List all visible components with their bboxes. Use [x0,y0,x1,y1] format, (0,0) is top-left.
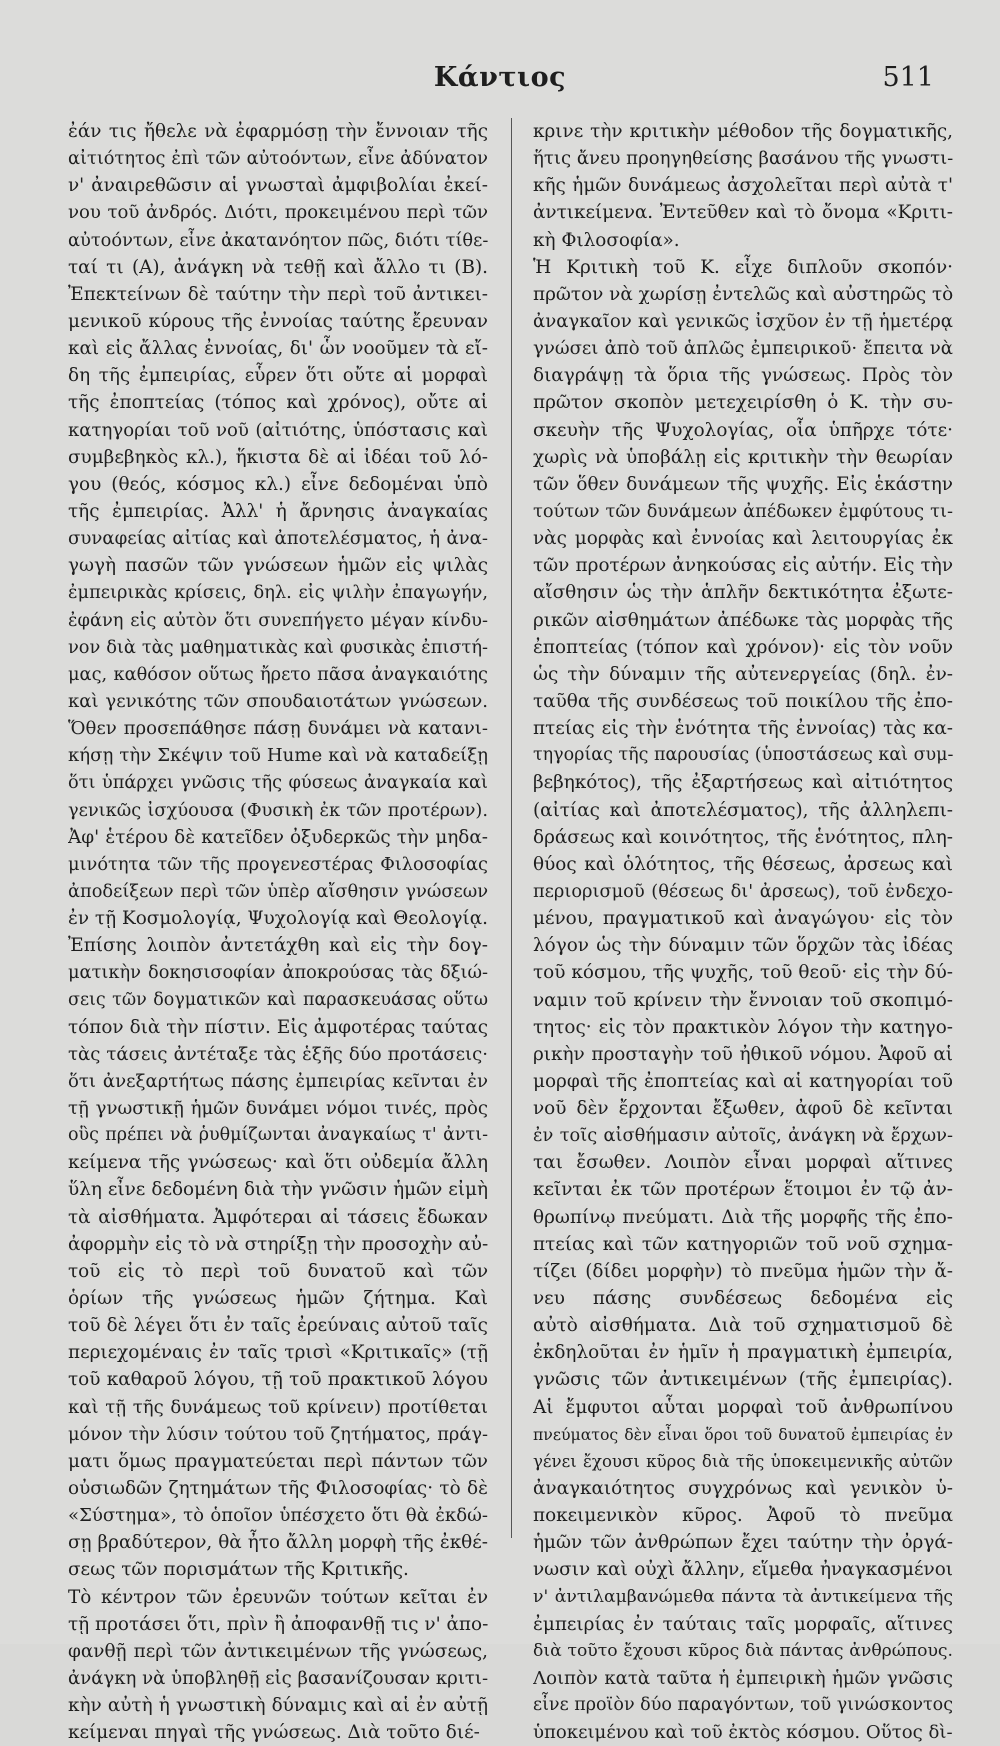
text-line: συμβεβηκὸς κλ.), ἥκιστα δὲ αἱ ἰδέαι τοῦ λό- [68,446,488,468]
text-line: ἐμπειρικὰς κρίσεις, δηλ. εἰς ψιλὴν ἐπαγωγήν, [68,582,488,604]
text-line: ἀποδείξεων περὶ τῶν ὑπὲρ αἴσθησιν γνώσεων [68,880,488,902]
text-line: λόγον ὡς τὴν δύναμιν τῶν ὅρχῶν τὰς ἰδέας [533,935,953,957]
text-line: καὶ γενικότης τῶν σπουδαιοτάτων γνώσεων. [68,690,488,712]
text-line: Ὅθεν προσεπάθησε πάσῃ δυνάμει νὰ κατανι- [68,718,488,740]
text-line: ρικὴν προσταγὴν τοῦ ἠθικοῦ νόμου. Ἀφοῦ αἱ [533,1043,953,1065]
text-line: τῶν προτέρων ἀνηκούσας εἰς αὐτήν. Εἰς τὴν [533,555,953,577]
page-header [0,62,1000,102]
text-line: σεως τῶν πορισμάτων τῆς Κριτικῆς. [68,1559,409,1581]
text-line: ἐποπτείας (τόπον καὶ χρόνον)· εἰς τὸν νοῦν [533,636,953,658]
text-line: πρῶτον σκοπὸν μετεχειρίσθη ὁ Κ. τὴν συ- [533,392,953,414]
text-line: καὶ εἰς ἄλλας ἐννοίας, δι' ὧν νοοῦμεν τὰ εἴ- [68,338,488,360]
text-line: οὐσιωδῶν ζητημάτων τῆς Φιλοσοφίας· τὸ δὲ [68,1478,488,1500]
text-line: διὰ τοῦτο ἔχουσι κῦρος διὰ πάντας ἀνθρώπους. [533,1640,953,1661]
text-line: ρικῶν αἰσθημάτων ἀπέδωκε τὰς μορφὰς τῆς [533,609,953,631]
text-line: ὡς τὴν δύναμιν τῆς αὐτενεργείας (δηλ. ἐν- [533,663,953,685]
text-line: Τὸ κέντρον τῶν ἐρευνῶν τούτων κεῖται ἐν [68,1586,488,1608]
text-line: ἀνάγκη νὰ ὑποβληθῇ εἰς βασανίζουσαν κριτι- [68,1668,488,1690]
text-line: κεῖνται ἐκ τῶν προτέρων ἕτοιμοι ἐν τῷ ἀν- [533,1179,953,1201]
text-line: ται ἔσωθεν. Λοιπὸν εἶναι μορφαὶ αἵτινες [533,1152,953,1174]
text-line: τῆς ἐμπειρίας. Ἀλλ' ἡ ἄρνησις ἀναγκαίας [68,500,488,522]
right-text-column [533,118,953,1746]
text-line: κήσῃ τὴν Σκέψιν τοῦ Hume καὶ νὰ καταδείξῃ [68,745,488,767]
text-line: τοῦ δὲ λέγει ὅτι ἐν ταῖς ἐρεύναις αὐτοῦ ταῖς [68,1315,488,1337]
text-line: ἐμπειρίας ἐν ταύταις ταῖς μορφαῖς, αἵτινες [533,1613,953,1635]
text-line: κείμενα τῆς γνώσεως· καὶ ὅτι οὐδεμία ἄλλη [68,1152,488,1174]
text-line: ματι ὅμως πραγματεύεται περὶ πάντων τῶν [68,1450,488,1472]
text-line: τὰς τάσεις ἀντέταξε τὰς ἑξῆς δύο προτάσεις· [68,1043,488,1065]
text-line: «Σύστημα», τὸ ὁποῖον ὑπέσχετο ὅτι θὰ ἐκδώ- [68,1505,488,1527]
text-line: αὐτοόντων, εἶνε ἀκατανόητον πῶς, διότι τίθε- [68,229,488,251]
text-line: αἰτιότητος ἐπὶ τῶν αὐτοόντων, εἶνε ἀδύνατον [68,148,488,170]
text-line: γενικῶς ἰσχύουσα (Φυσικὴ ἐκ τῶν προτέρων). [68,799,488,821]
text-line: Ἐπεκτείνων δὲ ταύτην τὴν περὶ τοῦ ἀντικει- [68,283,488,305]
text-line: πρῶτον νὰ χωρίσῃ ἐντελῶς καὶ αὐστηρῶς τὸ [533,283,953,305]
text-line: τῇ γνωστικῇ ἡμῶν δυνάμει νόμοι τινές, πρὸς [68,1098,488,1120]
text-line: δράσεως καὶ κοινότητος, τῆς ἑνότητος, πλη- [533,826,953,848]
text-line: πτείας εἰς τὴν ἑνότητα τῆς ἐννοίας) τὰς κα- [533,718,953,740]
text-line: Αἱ ἔμφυτοι αὗται μορφαὶ τοῦ ἀνθρωπίνου [533,1396,953,1418]
text-line: ὑποκειμένου καὶ τοῦ ἐκτὸς κόσμου. Οὕτος δὶ- [533,1722,953,1744]
text-line: ὕλη εἶνε δεδομένη διὰ τὴν γνῶσιν ἡμῶν εἰμὴ [68,1179,488,1201]
text-line: δη τῆς ἐμπειρίας, εὗρεν ὅτι οὔτε αἱ μορφαὶ [68,365,488,387]
text-line: μενικοῦ κύρους τῆς ἐννοίας ταύτης ἔρευναν [68,310,488,332]
text-line: κρινε τὴν κριτικὴν μέθοδον τῆς δογματικῆς, [533,121,953,142]
text-line: σῃ βραδύτερον, θὰ ἦτο ἄλλη μορφὴ τῆς ἐκθέ- [68,1532,488,1554]
text-line: κὴν αὐτὴ ἡ γνωστικὴ δύναμις καὶ αἱ ἐν αὐτῇ [68,1695,488,1717]
text-line: αἴσθησιν ὡς τὴν ἁπλῆν δεκτικότητα ἐξωτε- [533,582,953,604]
text-line: γωγὴ πασῶν τῶν γνώσεων ἡμῶν εἰς ψιλὰς [68,555,488,577]
text-line: ναμιν τοῦ κρίνειν τὴν ἔννοιαν τοῦ σκοπιμό- [533,989,953,1011]
text-line: ἐφάνη εἰς αὐτὸν ὅτι συνεπήγετο μέγαν κίνδυ- [68,609,488,631]
text-line: ἐκδηλοῦται ἐν ἡμῖν ἡ πραγματικὴ ἐμπειρία, [533,1342,953,1364]
page-number: 511 [882,62,934,93]
text-line: τοῦ κόσμου, τῆς ψυχῆς, τοῦ θεοῦ· εἰς τὴν δύ- [533,962,953,984]
text-line: πτείας καὶ τῶν κατηγοριῶν τοῦ νοῦ σχημα- [533,1233,953,1255]
column-divider [511,118,512,1538]
text-line: πνεύματος δὲν εἶναι ὅροι τοῦ δυνατοῦ ἐμπειρίας ἐν [533,1424,953,1444]
text-line: Ἀφ' ἑτέρου δὲ κατεῖδεν ὀξυδερκῶς τὴν μηδα- [68,826,488,848]
text-line: κατηγορίαι τοῦ νοῦ (αἰτιότης, ὑπόστασις καὶ [68,419,488,441]
text-line: καὶ τῇ τῆς δυνάμεως τοῦ κρίνειν) προτίθεται [68,1396,488,1418]
text-line: Λοιπὸν κατὰ ταῦτα ἡ ἐμπειρικὴ ἡμῶν γνῶσις [533,1668,953,1690]
text-line: γένει ἔχουσι κῦρος διὰ τῆς ὑποκειμενικῆς αὐτῶν [533,1451,953,1471]
text-line: τοῦ εἰς τὸ περὶ τοῦ δυνατοῦ καὶ τῶν [68,1260,488,1282]
text-line: ἀναγκαῖον καὶ γενικῶς ἰσχῦον ἐν τῇ ἡμετέρᾳ [533,310,953,332]
text-line: ταῦθα τῆς συνδέσεως τοῦ ποικίλου τῆς ἐπο- [533,690,953,712]
text-line: τοῦ καθαροῦ λόγου, τῇ τοῦ πρακτικοῦ λόγου [68,1369,488,1391]
text-line: νοῦ δὲν ἔρχονται ἔξωθεν, ἀφοῦ δὲ κεῖνται [533,1098,953,1120]
text-line: φανθῇ περὶ τῶν ἀντικειμένων τῆς γνώσεως, [68,1640,488,1662]
text-line: ἐν τῇ Κοσμολογίᾳ, Ψυχολογίᾳ καὶ Θεολογίᾳ. [68,908,488,930]
text-line: τούτων τῶν δυνάμεων ἀπέδωκεν ἐμφύτους τι- [533,500,953,522]
text-line: νευ πάσης συνδέσεως δεδομένα εἰς [533,1288,953,1310]
text-line: περιεχομέναις ἐν ταῖς τρισὶ «Κριτικαῖς» (τῇ [68,1342,488,1364]
text-line: τῆς ἐποπτείας (τόπος καὶ χρόνος), οὔτε αἱ [68,392,488,414]
text-line: ν' ἀντιλαμβανώμεθα πάντα τὰ ἀντικείμενα τῆς [533,1586,953,1607]
text-line: ὁρίων τῆς γνώσεως ἡμῶν ζήτημα. Καὶ [68,1288,488,1310]
text-line: μένου, πραγματικοῦ καὶ ἀναγώγου· εἰς τὸν [533,908,953,930]
text-line: νὰς μορφὰς καὶ ἐννοίας καὶ λειτουργίας ἐκ [533,528,953,550]
text-line: ματικὴν δοκησισοφίαν ἀποκρούσας τὰς δξιώ- [68,962,488,984]
text-line: (αἰτίας καὶ ἀποτελέσματος), τῆς ἀλληλεπι- [533,799,953,821]
text-line: Ἐπίσης λοιπὸν ἀντετάχθη καὶ εἰς τὴν δογ- [68,935,488,957]
text-line: βεβηκότος), τῆς ἐξαρτήσεως καὶ αἰτιότητος [533,772,953,794]
text-line: συναφείας αἰτίας καὶ ἀποτελέσματος, ἡ ἀνα- [68,528,488,550]
text-line: ἀφορμὴν εἰς τὸ νὰ στηρίξῃ τὴν προσοχὴν αὐ- [68,1233,488,1255]
text-line: ποκειμενικὸν κῦρος. Ἀφοῦ τὸ πνεῦμα [533,1505,953,1527]
text-line: κῆς ἡμῶν δυνάμεως ἀσχολεῖται περὶ αὐτὰ τ' [533,175,953,197]
text-line: γνώσει ἀπὸ τοῦ ἁπλῶς ἐμπειρικοῦ· ἔπειτα νὰ [533,338,953,360]
text-line: τίζει (δίδει μορφὴν) τὸ πνεῦμα ἡμῶν τὴν ἄ- [533,1260,953,1282]
text-line: ἀντικείμενα. Ἐντεῦθεν καὶ τὸ ὄνομα «Κριτι- [533,202,953,224]
text-line: σεις τῶν δογματικῶν καὶ παρασκευάσας οὕτω [68,989,488,1010]
text-line: τηγορίας τῆς παρουσίας (ὑποστάσεως καὶ συμ- [533,745,953,766]
text-line: μινότητα τῶν τῆς προγενεστέρας Φιλοσοφίας [68,853,488,875]
text-line: θύος καὶ ὁλότητος, τῆς θέσεως, ἀρσεως καὶ [533,853,953,875]
text-line: τόπον διὰ τὴν πίστιν. Εἰς ἀμφοτέρας ταύτας [68,1016,488,1038]
text-line: κείμεναι πηγαὶ τῆς γνώσεως. Διὰ τοῦτο διέ- [68,1722,480,1744]
left-text-column [68,118,488,1746]
text-line: νωσιν καὶ οὐχὶ ἄλλην, εἵμεθα ἠναγκασμένοι [533,1559,953,1581]
running-title: Κάντιος [433,62,567,93]
text-line: περιορισμοῦ (θέσεως δι' ἀρσεως), τοῦ ἐνδεχο- [533,880,953,902]
text-line: οὓς πρέπει νὰ ῥυθμίζωνται ἀναγκαίως τ' ἀντι- [68,1125,488,1146]
text-line: μας, καθόσον οὕτως ἤρετο πᾶσα ἀναγκαιότης [68,663,488,685]
text-line: διαγράψῃ τὰ ὅρια τῆς γνώσεως. Πρὸς τὸν [533,365,953,387]
text-line: αὐτὸ αἰσθήματα. Διὰ τοῦ σχηματισμοῦ δὲ [533,1315,953,1337]
text-line: νον διὰ τὰς μαθηματικὰς καὶ φυσικὰς ἐπιστή- [68,636,488,658]
text-line: σκευὴν τῆς Ψυχολογίας, οἷα ὑπῆρχε τότε· [533,419,953,441]
text-line: τὰ αἰσθήματα. Ἀμφότεραι αἱ τάσεις ἔδωκαν [68,1206,488,1228]
text-line: γου (θεός, κόσμος κλ.) εἶνε δεδομέναι ὑπὸ [68,473,488,495]
text-line: νου τοῦ ἀνδρός. Διότι, προκειμένου περὶ τῶν [68,202,488,224]
text-line: ὅτι ὑπάρχει γνῶσις τῆς φύσεως ἀναγκαία καὶ [68,772,488,794]
text-line: εἶνε προϊὸν δύο παραγόντων, τοῦ γινώσκοντος [533,1695,953,1716]
text-line: ἡμῶν τῶν ἀνθρώπων ἔχει ταύτην τὴν ὀργά- [533,1532,953,1554]
text-line: θρωπίνῳ πνεύματι. Διὰ τῆς μορφῆς τῆς ἐπο- [533,1206,953,1228]
text-line: ἀναγκαιότητος συγχρόνως καὶ γενικὸν ὑ- [533,1478,953,1500]
text-line: μορφαὶ τῆς ἐποπτείας καὶ αἱ κατηγορίαι τοῦ [533,1070,953,1092]
text-line: ἐάν τις ἤθελε νὰ ἐφαρμόσῃ τὴν ἔννοιαν τῆς [68,121,488,142]
text-line: μόνον τὴν λύσιν τούτου τοῦ ζητήματος, πράγ- [68,1423,488,1445]
text-line: χωρὶς νὰ ὑποβάλῃ εἰς κριτικὴν τὴν θεωρίαν [533,446,953,468]
text-line: γνῶσις τῶν ἀντικειμένων (τῆς ἐμπειρίας). [533,1369,953,1391]
text-line: κὴ Φιλοσοφία». [533,229,680,251]
text-line: Ἡ Κριτικὴ τοῦ Κ. εἶχε διπλοῦν σκοπόν· [533,256,953,278]
text-line: ν' ἀναιρεθῶσιν αἱ γνωσταὶ ἀμφιβολίαι ἐκεί- [68,175,488,197]
text-line: τῇ προτάσει ὅτι, πρὶν ἢ ἀποφανθῇ τις ν' ἀπο- [68,1613,488,1635]
text-line: ἐν τοῖς αἰσθήμασιν αὐτοῖς, ἀνάγκη νὰ ἔρχων- [533,1125,953,1147]
text-line: τῶν ὅθεν δυνάμεων τῆς ψυχῆς. Εἰς ἑκάστην [533,473,953,495]
text-line: ἥτις ἄνευ προηγηθείσης βασάνου τῆς γνωστι- [533,148,953,170]
text-line: τητος· εἰς τὸν πρακτικὸν λόγον τὴν κατηγο- [533,1016,953,1038]
text-line: ὅτι ἀνεξαρτήτως πάσης ἐμπειρίας κεῖνται ἐν [68,1070,488,1092]
text-line: ταί τι (Α), ἀνάγκη νὰ τεθῇ καὶ ἄλλο τι (Β). [68,256,488,278]
